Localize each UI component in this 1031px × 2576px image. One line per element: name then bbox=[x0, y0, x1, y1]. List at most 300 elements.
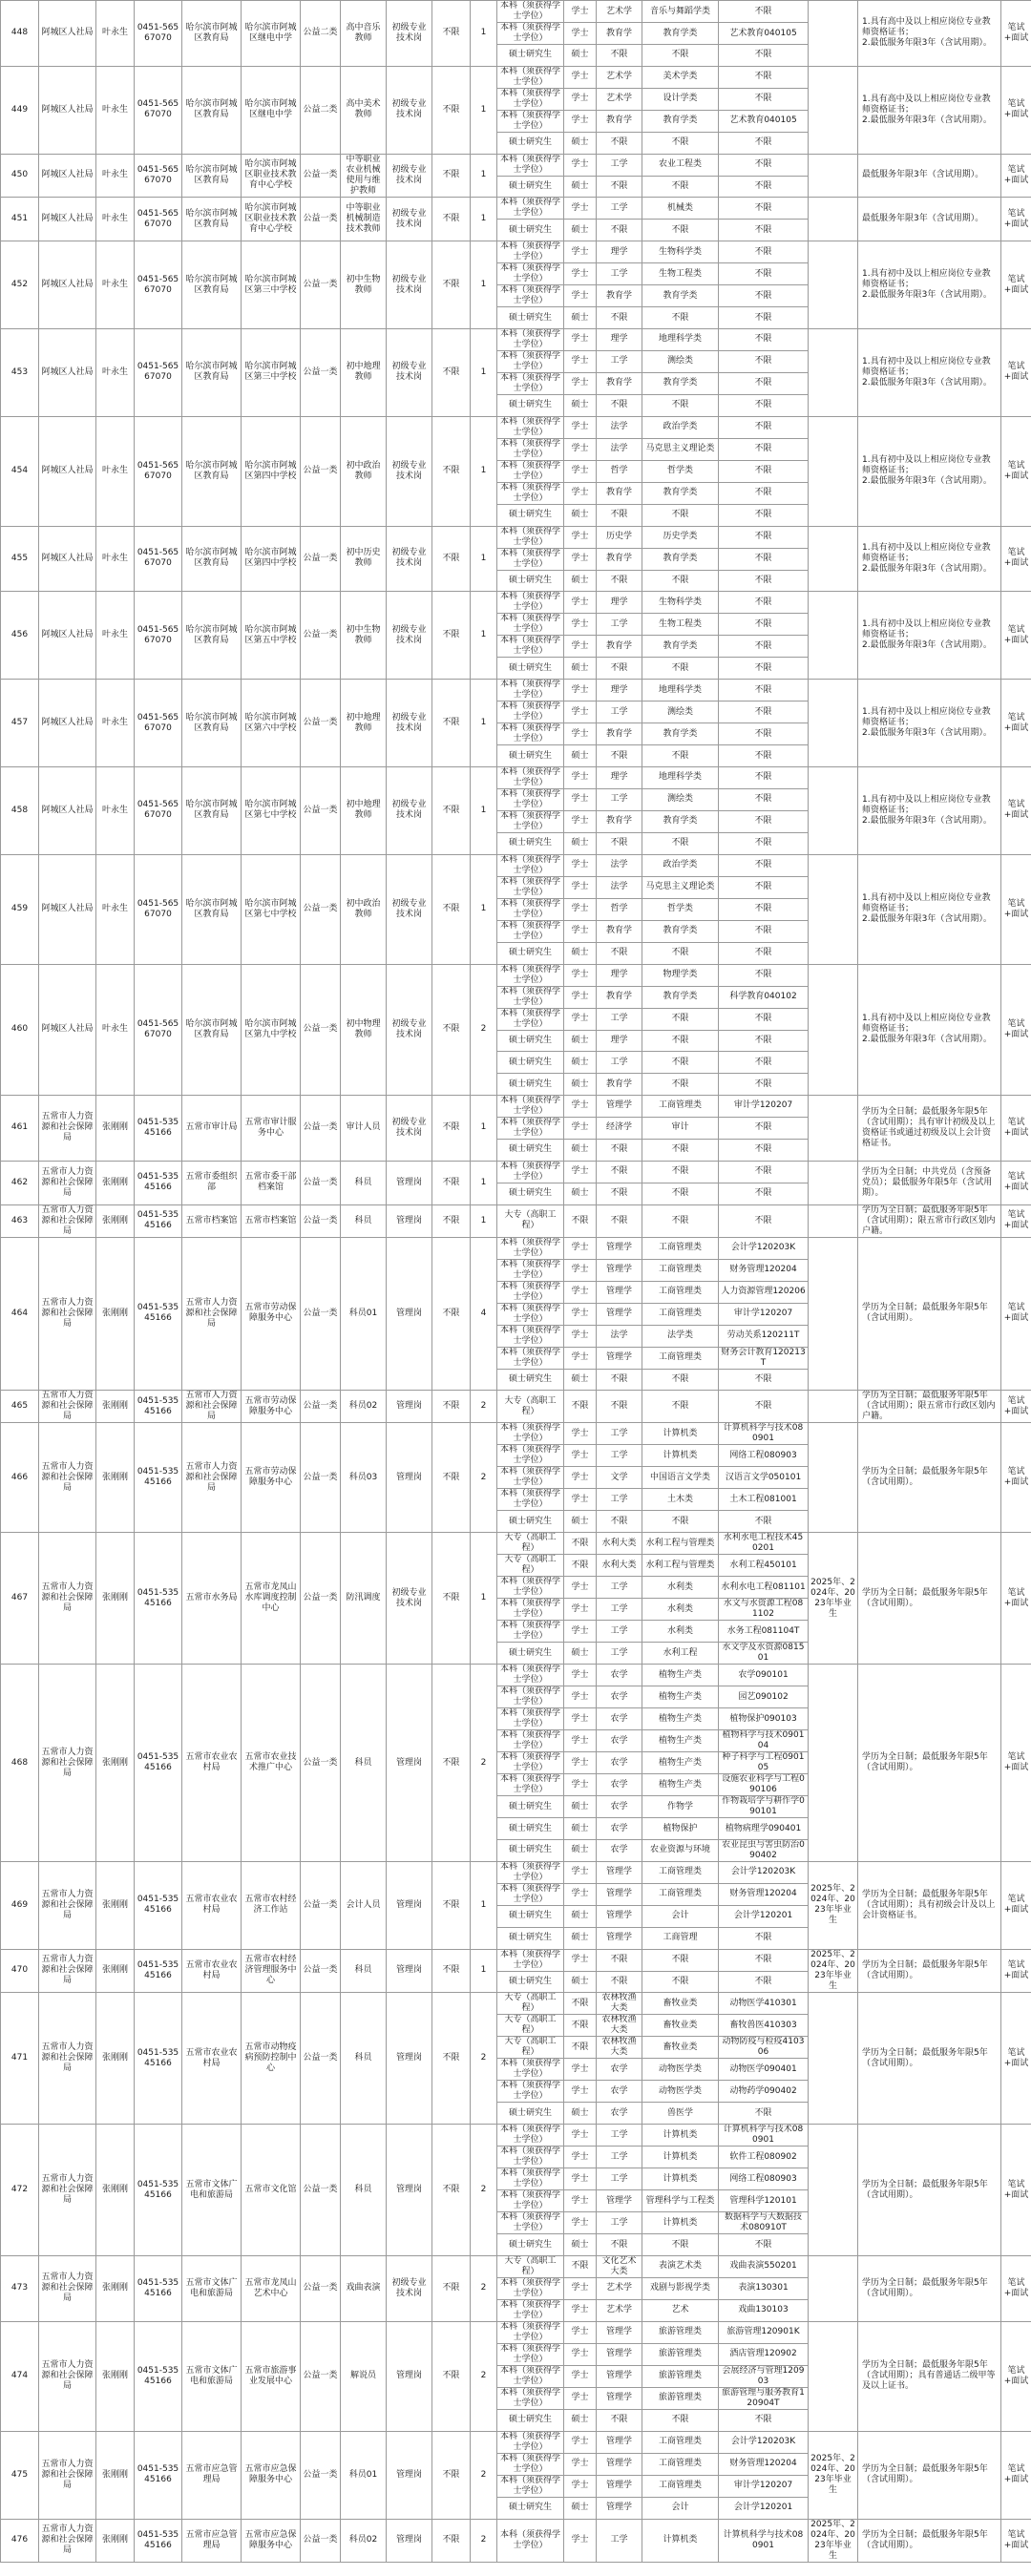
posting-level: 管理岗 bbox=[387, 1237, 432, 1391]
discipline-cell: 文化艺术大类 bbox=[597, 2255, 642, 2277]
education-cell: 本科（须获得学士学位） bbox=[497, 1599, 564, 1621]
posting-seq: 452 bbox=[1, 241, 39, 329]
degree-cell: 学士 bbox=[564, 198, 597, 220]
degree-cell: 不限 bbox=[564, 1533, 597, 1555]
education-cell: 本科（须获得学士学位） bbox=[497, 548, 564, 570]
major-cell: 水文与水资源工程081102 bbox=[719, 1599, 809, 1621]
major-category-cell: 计算机类 bbox=[642, 2168, 719, 2190]
major-cell: 水利水电工程081101 bbox=[719, 1577, 809, 1599]
major-category-cell: 农业资源与环境 bbox=[642, 1839, 719, 1861]
education-cell: 大专（高职工程） bbox=[497, 2015, 564, 2037]
posting-other-condition bbox=[809, 1423, 858, 1533]
degree-cell: 学士 bbox=[564, 1237, 597, 1259]
discipline-cell: 不限 bbox=[597, 307, 642, 329]
education-cell: 本科（须获得学士学位） bbox=[497, 2190, 564, 2212]
degree-cell: 学士 bbox=[564, 2125, 597, 2147]
degree-cell: 硕士 bbox=[564, 176, 597, 198]
discipline-cell: 工学 bbox=[597, 1621, 642, 1643]
discipline-cell: 不限 bbox=[597, 745, 642, 767]
major-cell: 不限 bbox=[719, 1183, 809, 1204]
major-cell: 财务管理120204 bbox=[719, 2453, 809, 2475]
degree-cell: 学士 bbox=[564, 2365, 597, 2387]
discipline-cell: 工学 bbox=[597, 1643, 642, 1665]
discipline-cell: 不限 bbox=[597, 1183, 642, 1204]
degree-cell: 硕士 bbox=[564, 1074, 597, 1096]
major-cell: 审计学120207 bbox=[719, 2475, 809, 2497]
discipline-cell: 教育学 bbox=[597, 23, 642, 45]
discipline-cell: 教育学 bbox=[597, 723, 642, 745]
posting-organization: 五常市文体广电和旅游局 bbox=[182, 2321, 242, 2431]
degree-cell: 学士 bbox=[564, 438, 597, 460]
posting-requirements: 学历为全日制；最低服务年限5年（含试用期）；具有审计初级及以上资格证书或通过初级及以上会计资格证书。 bbox=[858, 1095, 1001, 1161]
major-category-cell: 植物生产类 bbox=[642, 1708, 719, 1730]
posting-exam-method: 笔试+面试 bbox=[1001, 766, 1031, 854]
major-category-cell: 动物医学类 bbox=[642, 2059, 719, 2081]
posting-exam: 不限 bbox=[432, 1161, 471, 1204]
major-cell: 不限 bbox=[719, 548, 809, 570]
posting-exam-method: 笔试+面试 bbox=[1001, 526, 1031, 592]
degree-cell: 硕士 bbox=[564, 1927, 597, 1949]
posting-position: 初中地理教师 bbox=[341, 766, 387, 854]
major-category-cell: 工商管理类 bbox=[642, 1095, 719, 1117]
posting-level: 初级专业技术岗 bbox=[387, 592, 432, 680]
posting-seq: 460 bbox=[1, 964, 39, 1095]
posting-department: 五常市人力资源和社会保障局 bbox=[39, 1533, 96, 1665]
major-cell: 科学教育040102 bbox=[719, 986, 809, 1008]
posting-contact: 张刚刚 bbox=[96, 1204, 135, 1237]
posting-department: 阿城区人社局 bbox=[39, 416, 96, 526]
posting-unit: 哈尔滨市阿城区第七中学校 bbox=[242, 854, 301, 964]
degree-cell: 学士 bbox=[564, 592, 597, 614]
posting-department: 五常市人力资源和社会保障局 bbox=[39, 2519, 96, 2562]
education-cell: 本科（须获得学士学位） bbox=[497, 263, 564, 285]
major-category-cell: 不限 bbox=[642, 1052, 719, 1074]
major-category-cell: 不限 bbox=[642, 307, 719, 329]
posting-exam: 不限 bbox=[432, 154, 471, 198]
posting-exam: 不限 bbox=[432, 1423, 471, 1533]
discipline-cell: 农学 bbox=[597, 1839, 642, 1861]
education-cell: 大专（高职工程） bbox=[497, 1993, 564, 2015]
discipline-cell: 经济学 bbox=[597, 1117, 642, 1139]
degree-cell: 硕士 bbox=[564, 132, 597, 154]
posting-position: 高中美术教师 bbox=[341, 66, 387, 154]
degree-cell: 硕士 bbox=[564, 658, 597, 680]
discipline-cell: 不限 bbox=[597, 942, 642, 964]
posting-contact: 叶永生 bbox=[96, 66, 135, 154]
posting-requirements: 学历为全日制；最低服务年限5年（含试用期）。 bbox=[858, 1993, 1001, 2125]
major-category-cell: 中国语言文学类 bbox=[642, 1467, 719, 1489]
posting-department: 五常市人力资源和社会保障局 bbox=[39, 1204, 96, 1237]
discipline-cell: 工学 bbox=[597, 1052, 642, 1074]
posting-seq: 456 bbox=[1, 592, 39, 680]
posting-contact: 张刚刚 bbox=[96, 2321, 135, 2431]
education-cell: 本科（须获得学士学位） bbox=[497, 2343, 564, 2365]
posting-position: 科员03 bbox=[341, 1423, 387, 1533]
posting-unit: 五常市劳动保障服务中心 bbox=[242, 1423, 301, 1533]
posting-contact: 叶永生 bbox=[96, 854, 135, 964]
posting-requirements: 1.具有初中及以上相应岗位专业教师资格证书； 2.最低服务年限3年（含试用期）。 bbox=[858, 680, 1001, 767]
discipline-cell: 法学 bbox=[597, 416, 642, 438]
posting-other-condition bbox=[809, 154, 858, 198]
posting-exam-method: 笔试+面试 bbox=[1001, 1, 1031, 67]
degree-cell: 学士 bbox=[564, 1467, 597, 1489]
major-category-cell: 教育学类 bbox=[642, 23, 719, 45]
posting-phone: 0451-53545166 bbox=[135, 2431, 182, 2519]
education-cell: 本科（须获得学士学位） bbox=[497, 766, 564, 788]
posting-exam: 不限 bbox=[432, 1237, 471, 1391]
degree-cell: 学士 bbox=[564, 614, 597, 636]
posting-level: 初级专业技术岗 bbox=[387, 2255, 432, 2321]
discipline-cell: 理学 bbox=[597, 1030, 642, 1052]
posting-phone: 0451-53545166 bbox=[135, 2125, 182, 2256]
posting-other-condition bbox=[809, 766, 858, 854]
major-category-cell: 生物科学类 bbox=[642, 241, 719, 263]
degree-cell: 硕士 bbox=[564, 504, 597, 526]
posting-position: 科员 bbox=[341, 1665, 387, 1862]
posting-count: 2 bbox=[471, 964, 497, 1095]
posting-exam-method: 笔试+面试 bbox=[1001, 1161, 1031, 1204]
major-category-cell: 不限 bbox=[642, 1949, 719, 1971]
posting-level: 管理岗 bbox=[387, 1949, 432, 1993]
posting-department: 五常市人力资源和社会保障局 bbox=[39, 2321, 96, 2431]
degree-cell: 学士 bbox=[564, 854, 597, 876]
discipline-cell: 理学 bbox=[597, 241, 642, 263]
degree-cell: 学士 bbox=[564, 285, 597, 307]
posting-phone: 0451-56567070 bbox=[135, 1, 182, 67]
education-cell: 大专（高职工程） bbox=[497, 2037, 564, 2059]
posting-department: 五常市人力资源和社会保障局 bbox=[39, 2255, 96, 2321]
posting-count: 1 bbox=[471, 198, 497, 241]
posting-phone: 0451-53545166 bbox=[135, 1423, 182, 1533]
posting-position: 审计人员 bbox=[341, 1095, 387, 1161]
major-category-cell: 工商管理类 bbox=[642, 1259, 719, 1281]
posting-contact: 叶永生 bbox=[96, 198, 135, 241]
major-category-cell: 物理学类 bbox=[642, 964, 719, 986]
posting-organization: 哈尔滨市阿城区教育局 bbox=[182, 592, 242, 680]
education-cell: 硕士研究生 bbox=[497, 394, 564, 416]
education-cell: 本科（须获得学士学位） bbox=[497, 680, 564, 702]
education-cell: 本科（须获得学士学位） bbox=[497, 898, 564, 920]
major-cell: 劳动关系120211T bbox=[719, 1325, 809, 1347]
degree-cell: 不限 bbox=[564, 1555, 597, 1577]
posting-level: 管理岗 bbox=[387, 1161, 432, 1204]
major-cell: 审计学120207 bbox=[719, 1303, 809, 1325]
posting-exam-method: 笔试+面试 bbox=[1001, 2431, 1031, 2519]
major-category-cell: 哲学类 bbox=[642, 460, 719, 482]
discipline-cell: 管理学 bbox=[597, 2497, 642, 2519]
posting-phone: 0451-56567070 bbox=[135, 154, 182, 198]
posting-requirements: 学历为全日制；最低服务年限5年（含试用期）；具有初级会计及以上会计资格证书。 bbox=[858, 1861, 1001, 1949]
posting-position: 防汛调度 bbox=[341, 1533, 387, 1665]
discipline-cell: 法学 bbox=[597, 854, 642, 876]
discipline-cell: 工学 bbox=[597, 1008, 642, 1030]
posting-contact: 叶永生 bbox=[96, 680, 135, 767]
discipline-cell: 教育学 bbox=[597, 1074, 642, 1096]
posting-requirements: 学历为全日制；最低服务年限5年（含试用期）。 bbox=[858, 1665, 1001, 1862]
major-cell: 不限 bbox=[719, 1369, 809, 1391]
discipline-cell: 不限 bbox=[597, 2234, 642, 2256]
posting-position: 初中政治教师 bbox=[341, 854, 387, 964]
posting-unit-type: 公益一类 bbox=[301, 1861, 341, 1949]
education-cell: 本科（须获得学士学位） bbox=[497, 1325, 564, 1347]
major-cell: 不限 bbox=[719, 898, 809, 920]
discipline-cell: 不限 bbox=[597, 832, 642, 854]
posting-unit-type: 公益一类 bbox=[301, 766, 341, 854]
posting-unit-type: 公益一类 bbox=[301, 1993, 341, 2125]
posting-unit-type: 公益一类 bbox=[301, 2519, 341, 2562]
degree-cell: 硕士 bbox=[564, 832, 597, 854]
posting-position: 会计人员 bbox=[341, 1861, 387, 1949]
posting-level: 初级专业技术岗 bbox=[387, 680, 432, 767]
major-cell: 不限 bbox=[719, 1391, 809, 1423]
posting-unit: 哈尔滨市阿城区第四中学校 bbox=[242, 526, 301, 592]
major-category-cell: 旅游管理类 bbox=[642, 2365, 719, 2387]
posting-contact: 叶永生 bbox=[96, 592, 135, 680]
posting-unit-type: 公益一类 bbox=[301, 854, 341, 964]
posting-row bbox=[1, 1665, 1031, 1686]
education-cell: 本科（须获得学士学位） bbox=[497, 1117, 564, 1139]
posting-row bbox=[1, 592, 1031, 614]
major-category-cell: 不限 bbox=[642, 1971, 719, 1993]
major-category-cell: 政治学类 bbox=[642, 854, 719, 876]
posting-requirements: 最低服务年限3年（含试用期）。 bbox=[858, 154, 1001, 198]
major-category-cell: 计算机类 bbox=[642, 1423, 719, 1445]
posting-count: 1 bbox=[471, 854, 497, 964]
posting-other-condition bbox=[809, 526, 858, 592]
degree-cell: 学士 bbox=[564, 1686, 597, 1708]
discipline-cell: 不限 bbox=[597, 220, 642, 241]
education-cell: 本科（须获得学士学位） bbox=[497, 1621, 564, 1643]
posting-phone: 0451-56567070 bbox=[135, 416, 182, 526]
degree-cell: 学士 bbox=[564, 88, 597, 110]
degree-cell: 学士 bbox=[564, 350, 597, 372]
posting-count: 1 bbox=[471, 241, 497, 329]
posting-position: 初中地理教师 bbox=[341, 328, 387, 416]
major-cell: 不限 bbox=[719, 788, 809, 810]
posting-other-condition bbox=[809, 328, 858, 416]
discipline-cell: 管理学 bbox=[597, 2343, 642, 2365]
posting-level: 管理岗 bbox=[387, 1204, 432, 1237]
posting-row bbox=[1, 328, 1031, 350]
major-cell: 不限 bbox=[719, 198, 809, 220]
posting-level: 初级专业技术岗 bbox=[387, 964, 432, 1095]
major-category-cell: 地理科学类 bbox=[642, 328, 719, 350]
degree-cell: 学士 bbox=[564, 241, 597, 263]
degree-cell: 学士 bbox=[564, 372, 597, 394]
education-cell: 本科（须获得学士学位） bbox=[497, 1665, 564, 1686]
degree-cell: 硕士 bbox=[564, 1369, 597, 1391]
discipline-cell: 管理学 bbox=[597, 1237, 642, 1259]
posting-requirements: 1.具有初中及以上相应岗位专业教师资格证书； 2.最低服务年限3年（含试用期）。 bbox=[858, 854, 1001, 964]
posting-contact: 张刚刚 bbox=[96, 2431, 135, 2519]
posting-exam: 不限 bbox=[432, 2125, 471, 2256]
posting-level: 初级专业技术岗 bbox=[387, 416, 432, 526]
posting-contact: 张刚刚 bbox=[96, 1993, 135, 2125]
major-category-cell: 教育学类 bbox=[642, 482, 719, 504]
major-cell: 不限 bbox=[719, 1008, 809, 1030]
posting-other-condition bbox=[809, 1391, 858, 1423]
posting-row bbox=[1, 2255, 1031, 2277]
posting-phone: 0451-53545166 bbox=[135, 1665, 182, 1862]
posting-position: 科员01 bbox=[341, 2431, 387, 2519]
posting-unit-type: 公益一类 bbox=[301, 1949, 341, 1993]
major-cell: 植物病理学090401 bbox=[719, 1818, 809, 1840]
major-cell: 不限 bbox=[719, 1139, 809, 1161]
posting-unit: 哈尔滨市阿城区第五中学校 bbox=[242, 592, 301, 680]
discipline-cell: 不限 bbox=[597, 2409, 642, 2431]
major-category-cell: 不限 bbox=[642, 1139, 719, 1161]
education-cell: 硕士研究生 bbox=[497, 220, 564, 241]
posting-row bbox=[1, 1, 1031, 23]
major-cell: 不限 bbox=[719, 350, 809, 372]
major-category-cell: 工商管理类 bbox=[642, 2475, 719, 2497]
posting-requirements: 学历为全日制；最低服务年限5年（含试用期）。 bbox=[858, 1533, 1001, 1665]
discipline-cell: 不限 bbox=[597, 176, 642, 198]
posting-position: 初中生物教师 bbox=[341, 592, 387, 680]
posting-position: 中等职业机械制造技术教师 bbox=[341, 198, 387, 241]
discipline-cell: 教育学 bbox=[597, 986, 642, 1008]
education-cell: 本科（须获得学士学位） bbox=[497, 1949, 564, 1971]
major-cell: 动物防疫与检疫410306 bbox=[719, 2037, 809, 2059]
posting-organization: 五常市应急管理局 bbox=[182, 2431, 242, 2519]
posting-requirements: 学历为全日制；最低服务年限5年（含试用期）。 bbox=[858, 2431, 1001, 2519]
major-cell: 不限 bbox=[719, 658, 809, 680]
discipline-cell: 农林牧渔大类 bbox=[597, 1993, 642, 2015]
education-cell: 硕士研究生 bbox=[497, 1183, 564, 1204]
posting-requirements: 1.具有初中及以上相应岗位专业教师资格证书； 2.最低服务年限3年（含试用期）。 bbox=[858, 416, 1001, 526]
discipline-cell: 法学 bbox=[597, 438, 642, 460]
discipline-cell: 哲学 bbox=[597, 898, 642, 920]
posting-requirements: 学历为全日制；最低服务年限5年（含试用期）。 bbox=[858, 1237, 1001, 1391]
posting-department: 阿城区人社局 bbox=[39, 680, 96, 767]
major-cell: 不限 bbox=[719, 1204, 809, 1237]
discipline-cell: 理学 bbox=[597, 592, 642, 614]
posting-exam: 不限 bbox=[432, 198, 471, 241]
posting-exam-method: 笔试+面试 bbox=[1001, 1861, 1031, 1949]
posting-department: 阿城区人社局 bbox=[39, 154, 96, 198]
posting-position: 初中历史教师 bbox=[341, 526, 387, 592]
posting-row bbox=[1, 416, 1031, 438]
degree-cell: 硕士 bbox=[564, 1643, 597, 1665]
posting-unit-type: 公益一类 bbox=[301, 1533, 341, 1665]
education-cell: 本科（须获得学士学位） bbox=[497, 636, 564, 658]
posting-requirements: 1.具有高中及以上相应岗位专业教师资格证书； 2.最低服务年限3年（含试用期）。 bbox=[858, 1, 1001, 67]
major-category-cell: 机械类 bbox=[642, 198, 719, 220]
posting-row bbox=[1, 1237, 1031, 1259]
education-cell: 大专（高职工程） bbox=[497, 1391, 564, 1423]
discipline-cell: 管理学 bbox=[597, 2475, 642, 2497]
major-cell: 农业昆虫与害虫防治090402 bbox=[719, 1839, 809, 1861]
posting-phone: 0451-53545166 bbox=[135, 1861, 182, 1949]
degree-cell: 学士 bbox=[564, 964, 597, 986]
major-cell: 财务会计教育120213T bbox=[719, 1347, 809, 1369]
discipline-cell: 理学 bbox=[597, 766, 642, 788]
major-cell: 水文学及水资源081501 bbox=[719, 1643, 809, 1665]
major-category-cell: 测绘类 bbox=[642, 702, 719, 723]
posting-exam: 不限 bbox=[432, 526, 471, 592]
posting-count: 1 bbox=[471, 1095, 497, 1161]
posting-organization: 五常市档案馆 bbox=[182, 1204, 242, 1237]
major-category-cell: 工商管理类 bbox=[642, 1861, 719, 1883]
education-cell: 大专（高职工程） bbox=[497, 1533, 564, 1555]
major-category-cell: 工商管理类 bbox=[642, 2431, 719, 2453]
major-category-cell: 生物工程类 bbox=[642, 263, 719, 285]
degree-cell: 学士 bbox=[564, 1621, 597, 1643]
education-cell: 本科（须获得学士学位） bbox=[497, 2147, 564, 2168]
posting-exam: 不限 bbox=[432, 241, 471, 329]
major-category-cell: 水利类 bbox=[642, 1621, 719, 1643]
posting-other-condition: 2025年、2024年、2023年毕业生 bbox=[809, 1533, 858, 1665]
posting-exam: 不限 bbox=[432, 680, 471, 767]
major-cell: 网络工程080903 bbox=[719, 2168, 809, 2190]
posting-exam: 不限 bbox=[432, 854, 471, 964]
degree-cell: 学士 bbox=[564, 1489, 597, 1511]
discipline-cell: 教育学 bbox=[597, 285, 642, 307]
discipline-cell: 不限 bbox=[597, 394, 642, 416]
posting-phone: 0451-56567070 bbox=[135, 766, 182, 854]
education-cell: 本科（须获得学士学位） bbox=[497, 241, 564, 263]
major-cell: 不限 bbox=[719, 1949, 809, 1971]
posting-row bbox=[1, 198, 1031, 220]
posting-contact: 张刚刚 bbox=[96, 1665, 135, 1862]
posting-requirements: 学历为全日制；最低服务年限5年（含试用期）。 bbox=[858, 1949, 1001, 1993]
major-category-cell: 教育学类 bbox=[642, 548, 719, 570]
education-cell: 本科（须获得学士学位） bbox=[497, 88, 564, 110]
discipline-cell: 管理学 bbox=[597, 1927, 642, 1949]
major-cell: 会计学120203K bbox=[719, 1237, 809, 1259]
posting-unit-type: 公益一类 bbox=[301, 1237, 341, 1391]
education-cell: 硕士研究生 bbox=[497, 1139, 564, 1161]
major-category-cell: 设计学类 bbox=[642, 88, 719, 110]
major-category-cell: 美术学类 bbox=[642, 66, 719, 88]
discipline-cell: 管理学 bbox=[597, 1883, 642, 1905]
posting-unit: 哈尔滨市阿城区第七中学校 bbox=[242, 766, 301, 854]
degree-cell: 学士 bbox=[564, 1, 597, 23]
posting-unit: 五常市农村经济工作站 bbox=[242, 1861, 301, 1949]
posting-other-condition bbox=[809, 2321, 858, 2431]
discipline-cell: 不限 bbox=[597, 504, 642, 526]
major-cell: 不限 bbox=[719, 766, 809, 788]
major-category-cell: 艺术 bbox=[642, 2299, 719, 2321]
major-category-cell: 畜牧业类 bbox=[642, 2037, 719, 2059]
major-cell: 艺术教育040105 bbox=[719, 110, 809, 132]
major-cell: 不限 bbox=[719, 45, 809, 67]
posting-level: 管理岗 bbox=[387, 2431, 432, 2519]
degree-cell: 学士 bbox=[564, 416, 597, 438]
posting-level: 管理岗 bbox=[387, 2125, 432, 2256]
major-cell: 畜牧兽医410303 bbox=[719, 2015, 809, 2037]
posting-position: 科员 bbox=[341, 2125, 387, 2256]
posting-requirements: 学历为全日制；中共党员（含预备党员）；最低服务年限5年（含试用期）。 bbox=[858, 1161, 1001, 1204]
major-cell: 水利工程450101 bbox=[719, 1555, 809, 1577]
posting-unit-type: 公益一类 bbox=[301, 241, 341, 329]
posting-position: 科员 bbox=[341, 1949, 387, 1993]
posting-requirements: 1.具有初中及以上相应岗位专业教师资格证书； 2.最低服务年限3年（含试用期）。 bbox=[858, 592, 1001, 680]
education-cell: 硕士研究生 bbox=[497, 2497, 564, 2519]
major-category-cell: 不限 bbox=[642, 1008, 719, 1030]
posting-exam: 不限 bbox=[432, 2519, 471, 2562]
education-cell: 本科（须获得学士学位） bbox=[497, 876, 564, 898]
education-cell: 本科（须获得学士学位） bbox=[497, 460, 564, 482]
education-cell: 硕士研究生 bbox=[497, 570, 564, 592]
degree-cell: 硕士 bbox=[564, 307, 597, 329]
posting-phone: 0451-53545166 bbox=[135, 1949, 182, 1993]
discipline-cell: 教育学 bbox=[597, 636, 642, 658]
education-cell: 本科（须获得学士学位） bbox=[497, 986, 564, 1008]
education-cell: 本科（须获得学士学位） bbox=[497, 154, 564, 176]
major-category-cell: 不限 bbox=[642, 1391, 719, 1423]
posting-level: 管理岗 bbox=[387, 2519, 432, 2562]
